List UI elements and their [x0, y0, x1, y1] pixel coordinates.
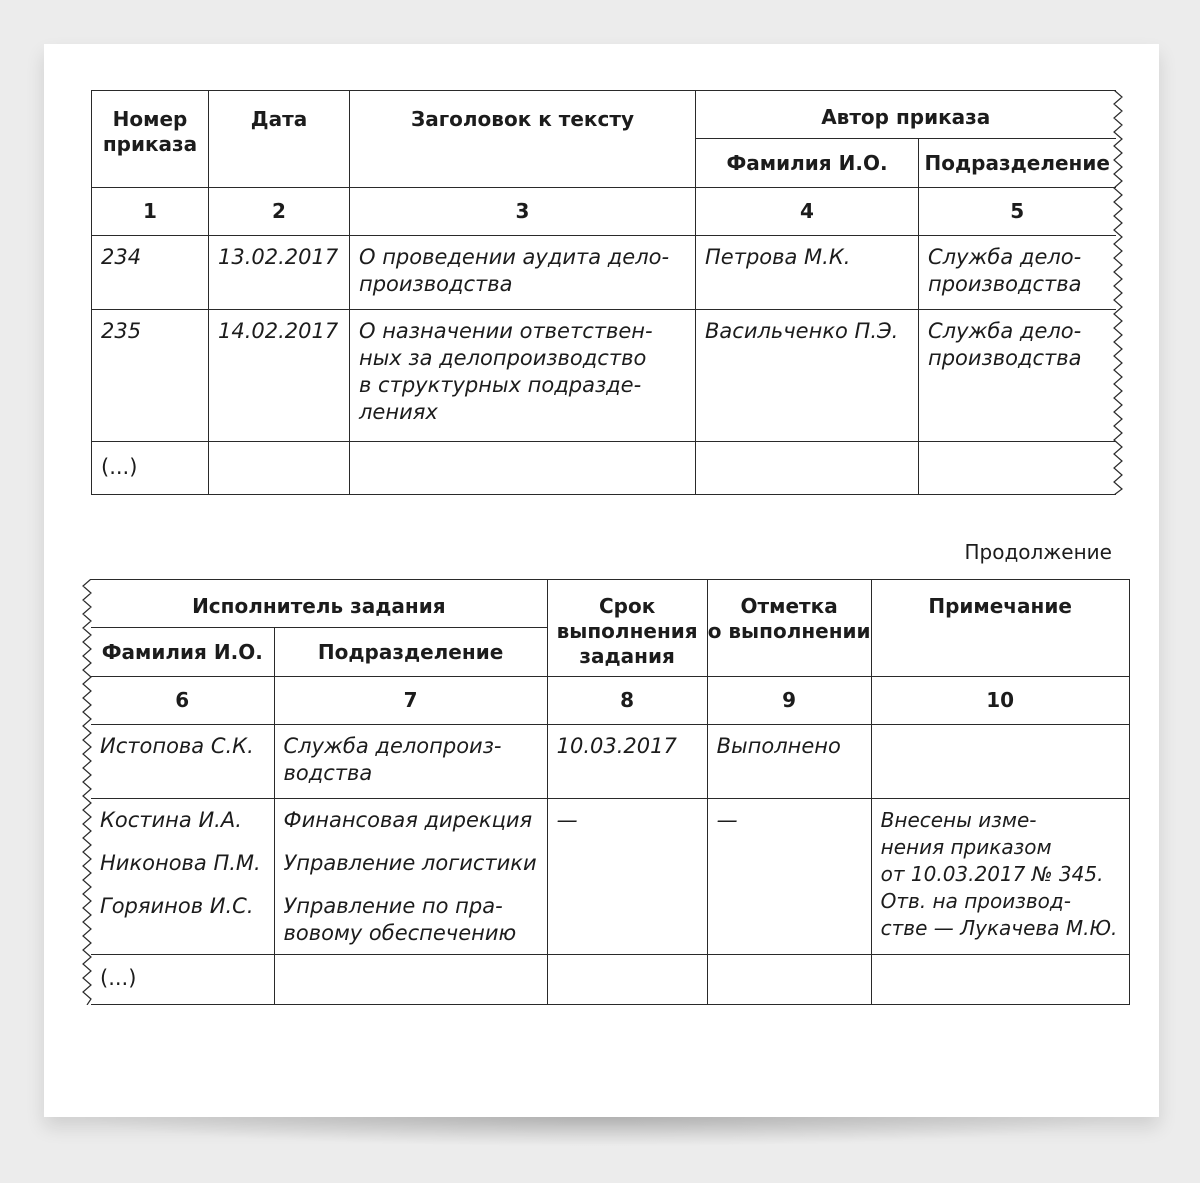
header-completion-mark: [707, 580, 871, 677]
department-line: производства: [928, 272, 1082, 296]
title-line: производства: [359, 272, 513, 296]
executor-names-cell: [91, 799, 274, 955]
column-number-5: 5: [919, 188, 1116, 236]
header-deadline-line: Срок: [598, 594, 656, 618]
department-line: Служба дело-: [928, 245, 1082, 269]
column-number-1: 1: [92, 188, 209, 236]
department-line: Служба дело-: [928, 319, 1082, 343]
department-line: Управление по пра-: [283, 894, 503, 918]
note-line: стве — Лукачева М.Ю.: [880, 916, 1118, 940]
department-line: водства: [283, 761, 373, 785]
ellipsis-cell: (...): [92, 442, 209, 495]
order-title-cell: [350, 236, 696, 310]
table-row: [91, 799, 1129, 955]
column-number-2: 2: [209, 188, 350, 236]
column-number-3: 3: [350, 188, 696, 236]
executor-departments-cell: [274, 799, 547, 955]
page-shadow: [70, 1117, 1130, 1147]
header-executor: Исполнитель задания: [91, 580, 547, 628]
orders-table: [91, 90, 1116, 495]
deadline-cell: 10.03.2017: [547, 725, 707, 799]
header-author-department: Подразделение: [919, 139, 1116, 188]
table-row: [92, 310, 1116, 442]
author-department-cell: [919, 310, 1116, 442]
department-line: Служба делопроиз-: [283, 734, 502, 758]
order-date-cell: 13.02.2017: [209, 236, 350, 310]
column-number-9: 9: [707, 677, 871, 725]
title-line: ных за делопроизводство: [359, 346, 647, 370]
order-number-cell: 235: [92, 310, 209, 442]
author-name-cell: Васильченко П.Э.: [696, 310, 919, 442]
header-deadline: [547, 580, 707, 677]
department-line: вовому обеспечению: [283, 921, 517, 945]
tear-edge-left: [80, 579, 102, 1005]
empty-cell: [919, 442, 1116, 495]
table-row: [91, 955, 1129, 1005]
completion-mark-cell: Выполнено: [707, 725, 871, 799]
column-number-4: 4: [696, 188, 919, 236]
author-name-cell: Петрова М.К.: [696, 236, 919, 310]
note-line: Отв. на производ-: [880, 889, 1071, 913]
header-author-name: Фамилия И.О.: [696, 139, 919, 188]
author-department-cell: [919, 236, 1116, 310]
empty-cell: [274, 955, 547, 1005]
header-executor-name: Фамилия И.О.: [91, 628, 274, 677]
note-cell: [871, 725, 1129, 799]
completion-mark-cell: —: [707, 799, 871, 955]
note-line: от 10.03.2017 № 345.: [880, 862, 1104, 886]
title-line: О назначении ответствен-: [359, 319, 653, 343]
header-executor-department: Подразделение: [274, 628, 547, 677]
order-date-cell: 14.02.2017: [209, 310, 350, 442]
executor-department-cell: [274, 725, 547, 799]
header-completion-line: о выполнении: [707, 619, 871, 643]
column-number-10: 10: [871, 677, 1129, 725]
ellipsis-cell: (...): [91, 955, 274, 1005]
department-line: производства: [928, 346, 1082, 370]
note-line: Внесены изме-: [880, 808, 1037, 832]
order-number-cell: 234: [92, 236, 209, 310]
empty-cell: [696, 442, 919, 495]
table-row: [92, 442, 1116, 495]
title-line: в структурных подразде-: [359, 373, 642, 397]
header-note: Примечание: [871, 580, 1129, 677]
executor-name: Костина И.А.: [100, 808, 242, 832]
column-number-7: 7: [274, 677, 547, 725]
column-number-6: 6: [91, 677, 274, 725]
empty-cell: [350, 442, 696, 495]
continuation-label: Продолжение: [964, 540, 1112, 564]
executor-name: Никонова П.М.: [100, 851, 261, 875]
executor-name: Горяинов И.С.: [100, 894, 254, 918]
header-order-number-text: Номер приказа: [102, 107, 198, 156]
department-line: Управление логистики: [283, 851, 537, 875]
empty-cell: [871, 955, 1129, 1005]
header-order-number: [92, 91, 209, 188]
header-text-title: Заголовок к тексту: [350, 91, 696, 188]
column-number-8: 8: [547, 677, 707, 725]
executor-name-cell: Истопова С.К.: [91, 725, 274, 799]
order-title-cell: [350, 310, 696, 442]
note-line: нения приказом: [880, 835, 1052, 859]
tear-edge-right: [1108, 90, 1130, 495]
title-line: лениях: [359, 400, 438, 424]
header-completion-line: Отметка: [740, 594, 838, 618]
department-line: Финансовая дирекция: [283, 808, 533, 832]
empty-cell: [707, 955, 871, 1005]
header-date: Дата: [209, 91, 350, 188]
table-row: [91, 725, 1129, 799]
header-deadline-line: задания: [579, 644, 675, 668]
table-row: [92, 236, 1116, 310]
empty-cell: [547, 955, 707, 1005]
note-cell: [871, 799, 1129, 955]
header-order-author: Автор приказа: [696, 91, 1116, 139]
header-deadline-line: выполнения: [556, 619, 698, 643]
empty-cell: [209, 442, 350, 495]
title-line: О проведении аудита дело-: [359, 245, 670, 269]
execution-table: [91, 579, 1130, 1005]
deadline-cell: —: [547, 799, 707, 955]
